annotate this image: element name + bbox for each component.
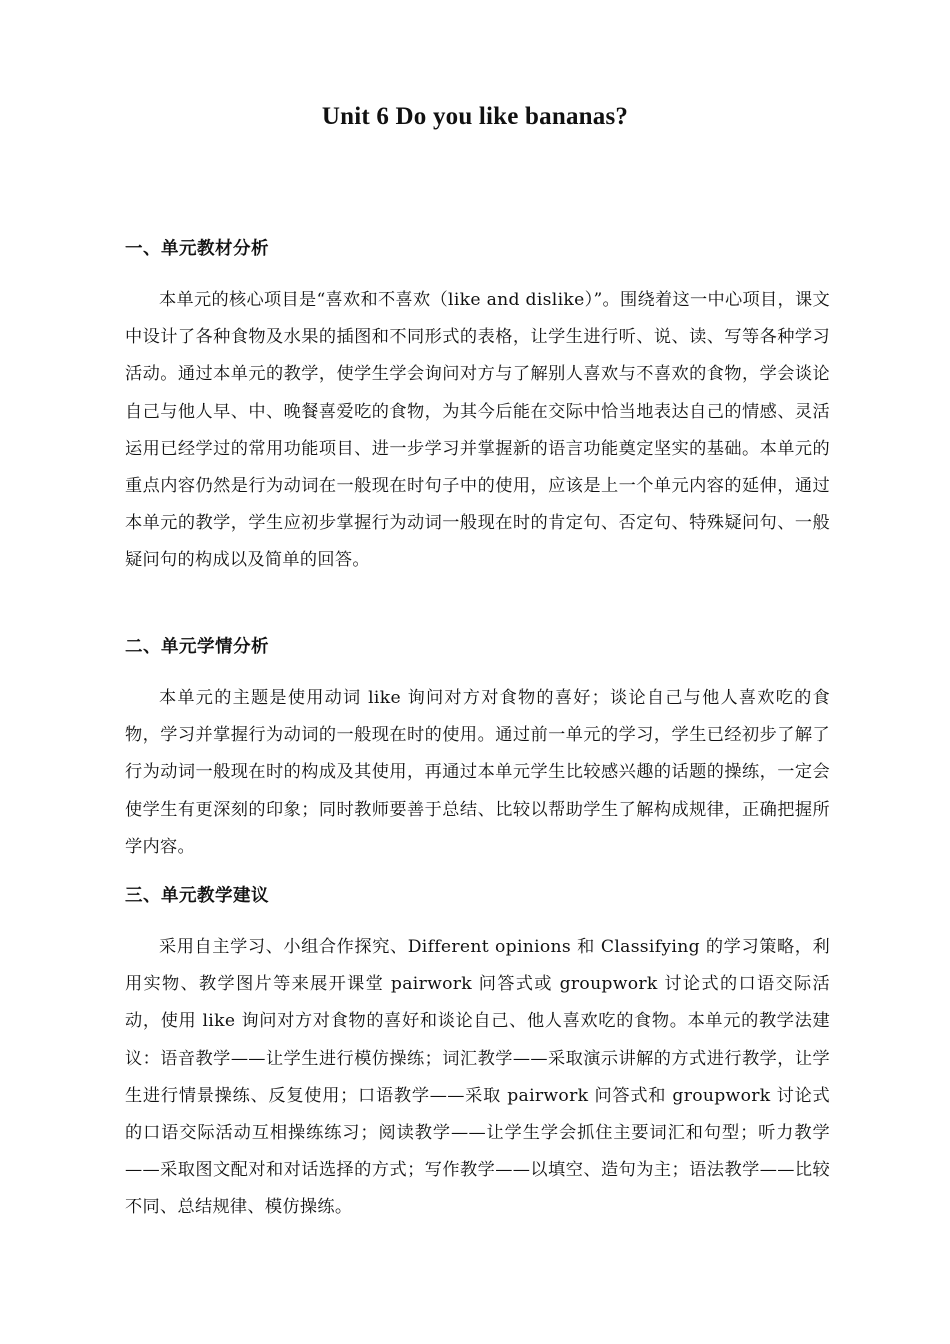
section-body-learner-analysis: 本单元的主题是使用动词 like 询问对方对食物的喜好；谈论自己与他人喜欢吃的食物，学习并掌握行为动词的一般现在时的使用。通过前一单元的学习，学生已经初步了解了行为动词一般现在时的构成及其使用，再通过本单元学生比较感兴趣的话题的操练，一定会使学生有更深刻的印象；同时教师要善于总结、比较以帮助学生了解构成规律，正确把握所学内容。: [125, 688, 830, 857]
section-heading-learner-analysis: 二、单元学情分析: [125, 637, 269, 657]
page-title: Unit 6 Do you like bananas?: [321, 103, 629, 130]
section-heading-teaching-suggestions: 三、单元教学建议: [125, 886, 269, 906]
section-heading-textbook-analysis: 一、单元教材分析: [125, 239, 269, 259]
section-body-textbook-analysis: 本单元的核心项目是“喜欢和不喜欢（like and dislike）”。围绕着这一中心项目，课文中设计了各种食物及水果的插图和不同形式的表格，让学生进行听、说、读、写等各种学习活动。通过本单元的教学，使学生学会询问对方与了解别人喜欢与不喜欢的食物，学会谈论自己与他人早、中、晚餐喜爱吃的食物，为其今后能在交际中恰当地表达自己的情感、灵活运用已经学过的常用功能项目、进一步学习并掌握新的语言功能奠定坚实的基础。本单元的重点内容仍然是行为动词在一般现在时句子中的使用，应该是上一个单元内容的延伸，通过本单元的教学，学生应初步掌握行为动词一般现在时的肯定句、否定句、特殊疑问句、一般疑问句的构成以及简单的回答。: [125, 290, 830, 571]
section-body-teaching-suggestions: 采用自主学习、小组合作探究、Different opinions 和 Classifying 的学习策略，利用实物、教学图片等来展开课堂 pairwork 问答式或 groupwork 讨论式的口语交际活动，使用 like 询问对方对食物的喜好和谈论自己、他人喜欢吃的食物。本单元的教学法建议：语音教学——让学生进行模仿操练；词汇教学——采取演示讲解的方式进行教学，让学生进行情景操练、反复使用；口语教学——采取 pairwork 问答式和 groupwork 讨论式的口语交际活动互相操练练习；阅读教学——让学生学会抓住主要词汇和句型；听力教学——采取图文配对和对话选择的方式；写作教学——以填空、造句为主；语法教学——比较不同、总结规律、模仿操练。: [125, 937, 830, 1218]
